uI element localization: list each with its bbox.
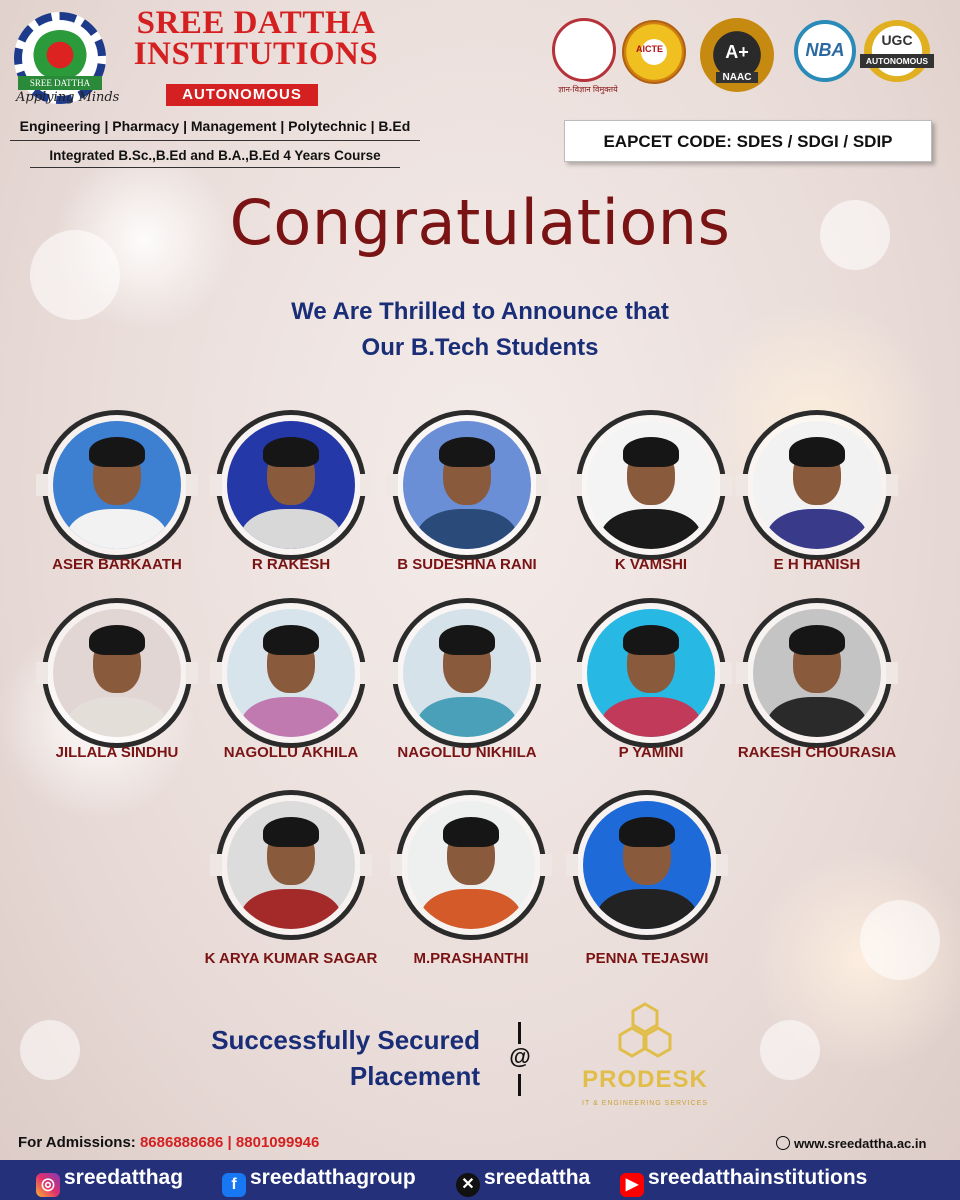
frame-gap: [186, 474, 198, 496]
frame-gap: [210, 854, 222, 876]
instagram-handle: sreedatthag: [64, 1166, 184, 1189]
announcement-line-2: Our B.Tech Students: [361, 334, 599, 361]
frame-gap: [540, 854, 552, 876]
student-photo: [753, 609, 881, 737]
student-photo: [583, 801, 711, 929]
student-name: K VAMSHI: [614, 556, 688, 573]
divider-top: [518, 1022, 521, 1044]
frame-gap: [36, 662, 48, 684]
institution-name: SREE DATTHA INSTITUTIONS: [133, 5, 379, 72]
frame-gap: [570, 474, 582, 496]
facebook-icon: f: [222, 1173, 246, 1197]
frame-gap: [886, 662, 898, 684]
student-photo: [227, 801, 355, 929]
placement-line-2: Placement: [349, 1061, 480, 1091]
frame-gap: [736, 662, 748, 684]
divider-bottom: [518, 1074, 521, 1096]
student-photo: [53, 421, 181, 549]
student-name: NAGOLLU AKHILA: [223, 744, 359, 761]
student-name: NAGOLLU NIKHILA: [397, 744, 537, 761]
autonomous-badge: AUTONOMOUS: [166, 84, 318, 106]
frame-gap: [390, 854, 402, 876]
frame-gap: [186, 662, 198, 684]
youtube-handle: sreedatthainstitutions: [648, 1166, 868, 1189]
facebook-handle: sreedatthagroup: [250, 1166, 416, 1189]
frame-gap: [570, 662, 582, 684]
frame-gap: [360, 662, 372, 684]
student-name: ASER BARKAATH: [52, 556, 182, 573]
student-photo: [53, 609, 181, 737]
student-name: K ARYA KUMAR SAGAR: [204, 950, 378, 967]
aicte-label: AICTE: [636, 44, 663, 54]
student-photo: [227, 421, 355, 549]
student-photo: [403, 421, 531, 549]
student-name: E H HANISH: [773, 556, 861, 573]
bokeh-light: [860, 900, 940, 980]
frame-gap: [566, 854, 578, 876]
student-name: RAKESH CHOURASIA: [737, 744, 897, 761]
institution-logo: SREE DATTHA: [10, 10, 110, 110]
globe-icon: [776, 1136, 790, 1150]
website-url: www.sreedattha.ac.in: [794, 1136, 927, 1151]
frame-gap: [386, 662, 398, 684]
nba-label: NBA: [805, 40, 845, 60]
frame-gap: [536, 474, 548, 496]
prodesk-logo-icon: [610, 1000, 680, 1070]
social-instagram[interactable]: [36, 1166, 183, 1197]
frame-gap: [210, 474, 222, 496]
at-symbol: @: [509, 1044, 531, 1069]
announcement-line-1: We Are Thrilled to Announce that: [291, 298, 669, 325]
student-photo: [403, 609, 531, 737]
frame-gap: [736, 474, 748, 496]
courses-line: Engineering | Pharmacy | Management | Polytechnic | B.Ed: [10, 118, 420, 141]
admissions-phones: 8686888686 | 8801099946: [139, 1134, 320, 1151]
bokeh-light: [20, 1020, 80, 1080]
frame-gap: [360, 854, 372, 876]
x-handle: sreedattha: [484, 1166, 591, 1189]
ugc-label: UGC: [881, 32, 913, 48]
naac-label: NAAC: [716, 72, 758, 83]
ugc-emblem-icon: [552, 18, 616, 82]
frame-gap: [886, 474, 898, 496]
naac-grade: A+: [725, 42, 749, 62]
x-icon: ✕: [456, 1173, 480, 1197]
frame-gap: [720, 662, 732, 684]
frame-gap: [536, 662, 548, 684]
student-name: M.PRASHANTHI: [413, 950, 529, 967]
student-photo: [587, 421, 715, 549]
student-name: P YAMINI: [618, 744, 684, 761]
website-link[interactable]: [776, 1136, 926, 1151]
social-youtube[interactable]: [620, 1166, 867, 1197]
admissions-label: For Admissions:: [18, 1134, 136, 1151]
company-name: PRODESK: [582, 1066, 708, 1093]
student-name: B SUDESHNA RANI: [397, 556, 537, 573]
ugc-autonomous-badge-icon: [864, 20, 930, 82]
admissions-contact: [18, 1134, 319, 1151]
social-x[interactable]: [456, 1166, 590, 1197]
student-name: R RAKESH: [251, 556, 331, 573]
student-name: PENNA TEJASWI: [585, 950, 709, 967]
announcement: [0, 294, 960, 366]
eapcet-code-box: EAPCET CODE: SDES / SDGI / SDIP: [564, 120, 932, 162]
ugc-motto: ज्ञान-विज्ञान विमुक्तये: [558, 85, 618, 94]
frame-gap: [360, 474, 372, 496]
frame-gap: [36, 474, 48, 496]
bokeh-light: [760, 1020, 820, 1080]
youtube-icon: ▶: [620, 1173, 644, 1197]
tagline: Applying Minds: [16, 90, 120, 105]
placement-line-1: Successfully Secured: [211, 1025, 480, 1055]
integrated-courses-line: Integrated B.Sc.,B.Ed and B.A.,B.Ed 4 Years Course: [30, 148, 400, 168]
instagram-icon: ◎: [36, 1173, 60, 1197]
placement-text: [150, 1022, 480, 1094]
ugc-autonomous-label: AUTONOMOUS: [860, 54, 934, 68]
student-photo: [587, 609, 715, 737]
page-title: Congratulations: [229, 186, 731, 259]
frame-gap: [386, 474, 398, 496]
student-photo: [227, 609, 355, 737]
student-photo: [753, 421, 881, 549]
frame-gap: [210, 662, 222, 684]
student-photo: [407, 801, 535, 929]
frame-gap: [720, 474, 732, 496]
student-name: JILLALA SINDHU: [55, 744, 179, 761]
company-subtitle: IT & ENGINEERING SERVICES: [582, 1100, 708, 1107]
frame-gap: [716, 854, 728, 876]
social-facebook[interactable]: [222, 1166, 416, 1197]
